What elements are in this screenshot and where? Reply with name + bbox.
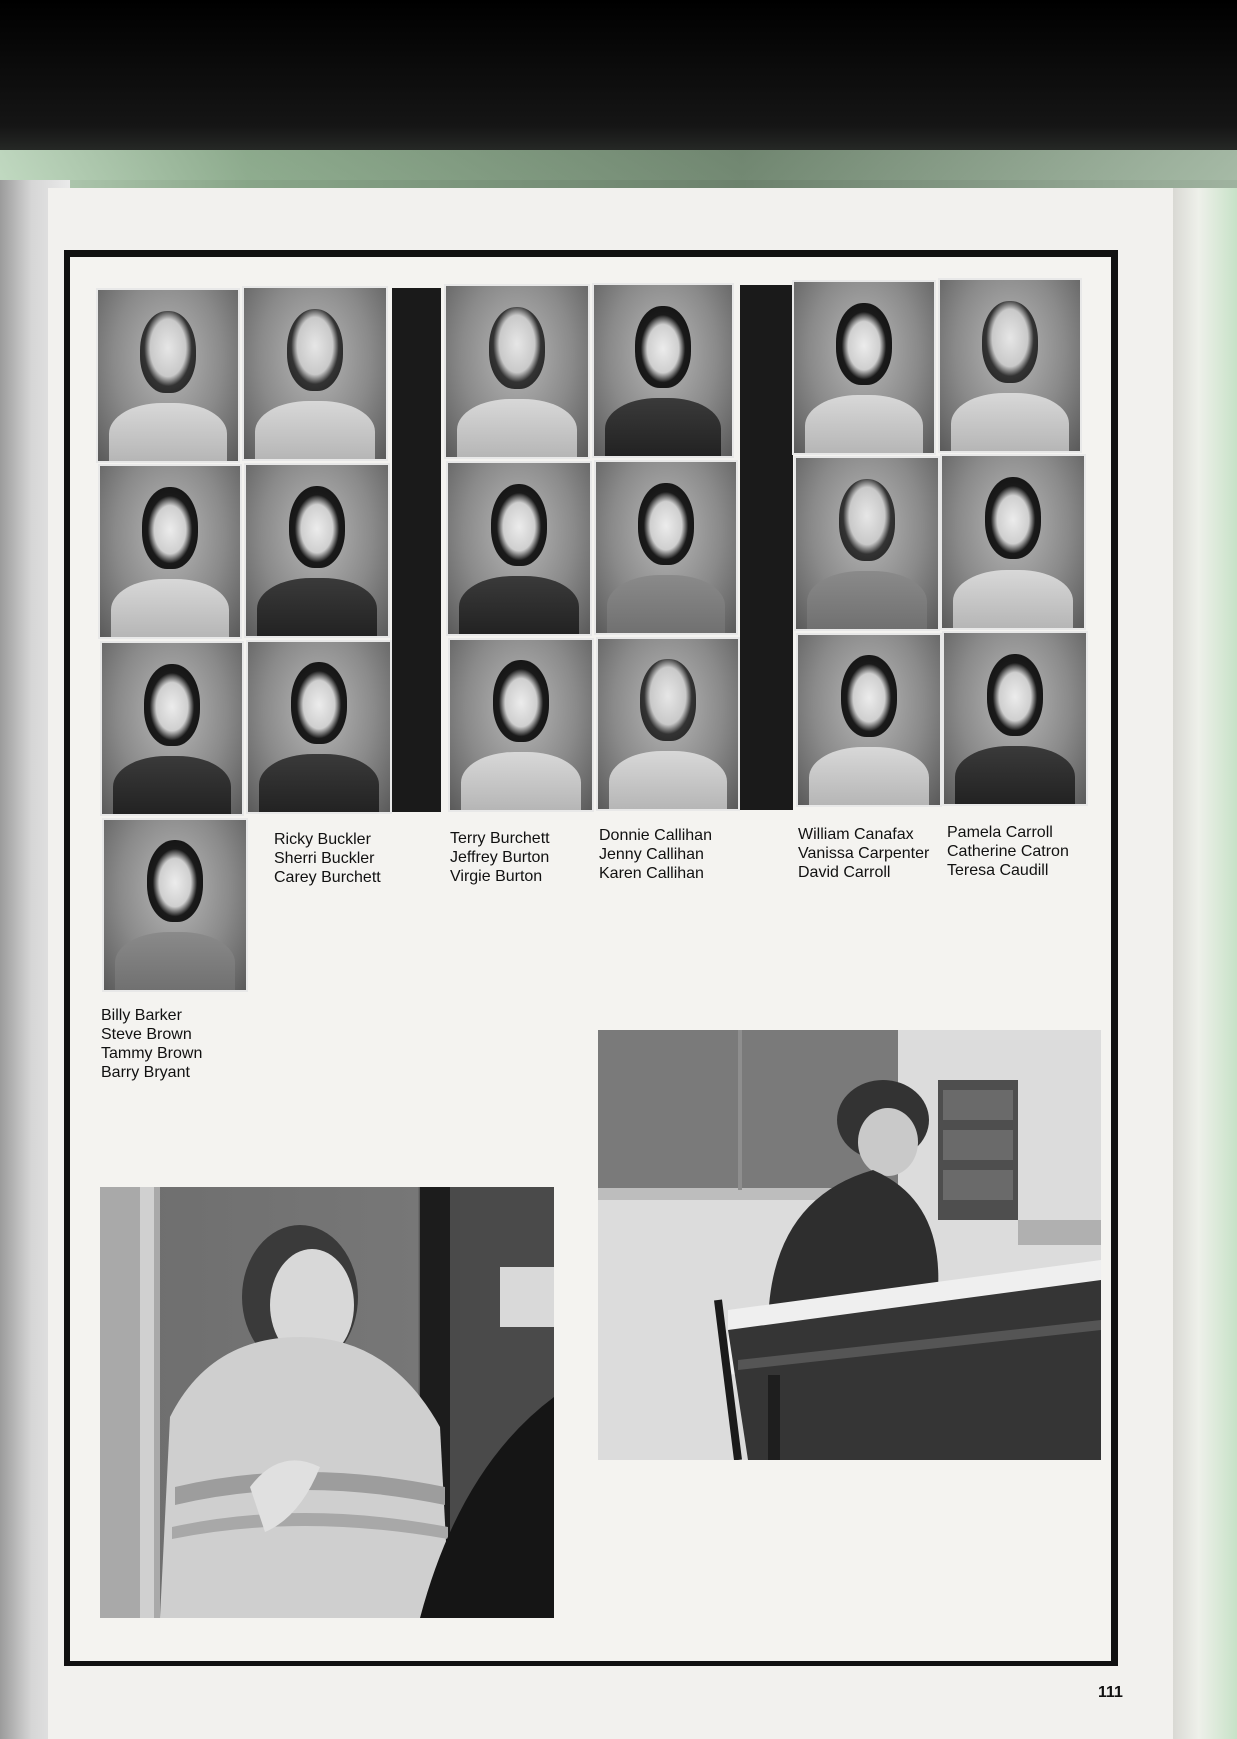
names-column-6 <box>947 823 1069 880</box>
names-column-5 <box>798 825 929 882</box>
student-name: William Canafax <box>798 826 914 843</box>
student-name: Ricky Buckler <box>274 831 371 848</box>
names-column-4 <box>599 826 712 883</box>
student-name: Jenny Callihan <box>599 846 704 863</box>
candid-photo-teacher-desk <box>598 1030 1101 1460</box>
portrait-billy-barker <box>96 288 240 463</box>
portrait-tammy-brown <box>100 641 244 816</box>
student-name: Carey Burchett <box>274 869 381 886</box>
black-divider-1 <box>392 288 441 812</box>
student-name: Virgie Burton <box>450 868 543 885</box>
student-name: Vanissa Carpenter <box>798 845 930 862</box>
student-name: Donnie Callihan <box>599 827 712 844</box>
portrait-karen-callihan <box>596 637 740 811</box>
portrait-barry-bryant <box>102 818 248 992</box>
portrait-catherine-catron <box>940 454 1086 630</box>
names-column-3 <box>450 829 550 886</box>
page-edge-right <box>1173 188 1237 1739</box>
page-number: 111 <box>1098 1684 1123 1701</box>
student-name: Jeffrey Burton <box>450 849 550 866</box>
student-name: Pamela Carroll <box>947 824 1053 841</box>
portrait-ricky-buckler <box>242 286 388 461</box>
student-name: Billy Barker <box>101 1007 182 1024</box>
portrait-teresa-caudill <box>942 631 1088 806</box>
portrait-william-canafax <box>792 280 936 455</box>
student-name: Sherri Buckler <box>274 850 375 867</box>
portrait-terry-burchett <box>444 284 590 459</box>
black-divider-2 <box>740 285 793 810</box>
student-name: Terry Burchett <box>450 830 550 847</box>
portrait-steve-brown <box>98 464 242 639</box>
names-column-1 <box>101 1006 202 1082</box>
candid-photo-1-art <box>100 1187 554 1618</box>
portrait-jenny-callihan <box>594 460 738 635</box>
candid-photo-2-art <box>598 1030 1101 1460</box>
candid-photo-teacher-sweater <box>100 1187 554 1618</box>
student-name: David Carroll <box>798 864 891 881</box>
portrait-carey-burchett <box>246 640 392 814</box>
names-column-2 <box>274 830 381 887</box>
student-name: Tammy Brown <box>101 1045 203 1062</box>
portrait-jeffrey-burton <box>446 461 592 636</box>
portrait-pamela-carroll <box>938 278 1082 453</box>
portrait-vanissa-carpenter <box>794 456 940 631</box>
portrait-sherri-buckler <box>244 463 390 638</box>
student-name: Karen Callihan <box>599 865 704 882</box>
student-name: Barry Bryant <box>101 1064 190 1081</box>
portrait-donnie-callihan <box>592 283 734 458</box>
student-name: Teresa Caudill <box>947 862 1049 879</box>
student-name: Steve Brown <box>101 1026 192 1043</box>
student-name: Catherine Catron <box>947 843 1069 860</box>
portrait-virgie-burton <box>448 638 594 812</box>
portrait-david-carroll <box>796 633 942 807</box>
light-glare <box>0 150 1237 190</box>
